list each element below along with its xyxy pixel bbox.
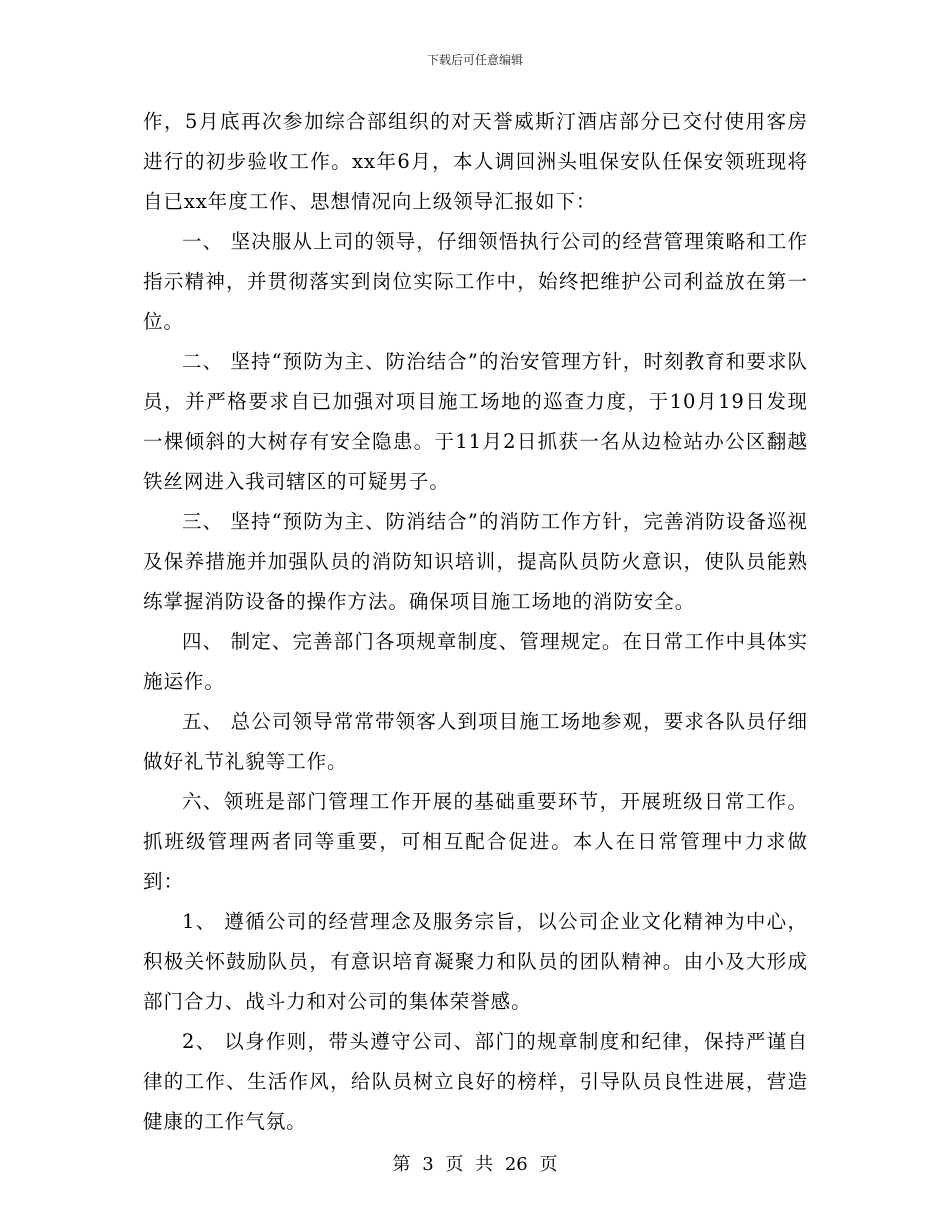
paragraph-item-2: 二、 坚持“预防为主、防治结合”的治安管理方针，时刻教育和要求队员，并严格要求自已加强对项目施工场地的巡查力度，于10月19日发现一棵倾斜的大树存有安全隐患。于11月2日抓获一名从边检站办公区翻越铁丝网进入我司辖区的可疑男子。 <box>143 350 808 493</box>
paragraph-item-5: 五、 总公司领导常常带领客人到项目施工场地参观，要求各队员仔细做好礼节礼貌等工作。 <box>143 710 808 773</box>
paragraph-item-1: 一、 坚决服从上司的领导，仔细领悟执行公司的经营管理策略和工作 指示精神，并贯彻落实到岗位实际工作中，始终把维护公司利益放在第一位。 <box>143 230 816 333</box>
page-number-footer: 第 3 页 共 26 页 <box>392 1154 558 1175</box>
paragraph-item-3: 三、 坚持“预防为主、防消结合”的消防工作方针，完善消防设备巡视及保养措施并加强队员的消防知识培训，提高队员防火意识，使队员能熟练掌握消防设备的操作方法。确保项目施工场地的消防安全。 <box>143 510 808 613</box>
paragraph-continuation: 作，5月底再次参加综合部组织的对天誉威斯汀酒店部分已交付使用客房进行的初步验收工作。xx年6月，本人调回洲头咀保安队任保安领班现将自已xx年度工作、思想情况向上级领导汇报如下： <box>143 110 808 213</box>
paragraph-subitem-2: 2、 以身作则，带头遵守公司、部门的规章制度和纪律，保持严谨自律的工作、生活作风，给队员树立良好的榜样，引导队员良性进展，营造健康的工作气氛。 <box>143 1030 808 1133</box>
document-body <box>143 102 816 1142</box>
page-header: 下载后可任意编辑 <box>426 53 523 67</box>
paragraph-subitem-1: 1、 遵循公司的经营理念及服务宗旨，以公司企业文化精神为中心，积极关怀鼓励队员，有意识培育凝聚力和队员的团队精神。由小及大形成部门合力、战斗力和对公司的集体荣誉感。 <box>143 910 808 1013</box>
paragraph-item-4: 四、 制定、完善部门各项规章制度、管理规定。在日常工作中具体实施运作。 <box>143 630 808 693</box>
paragraph-item-6: 六、领班是部门管理工作开展的基础重要环节，开展班级日常工作。抓班级管理两者同等重要，可相互配合促进。本人在日常管理中力求做到： <box>143 790 808 893</box>
